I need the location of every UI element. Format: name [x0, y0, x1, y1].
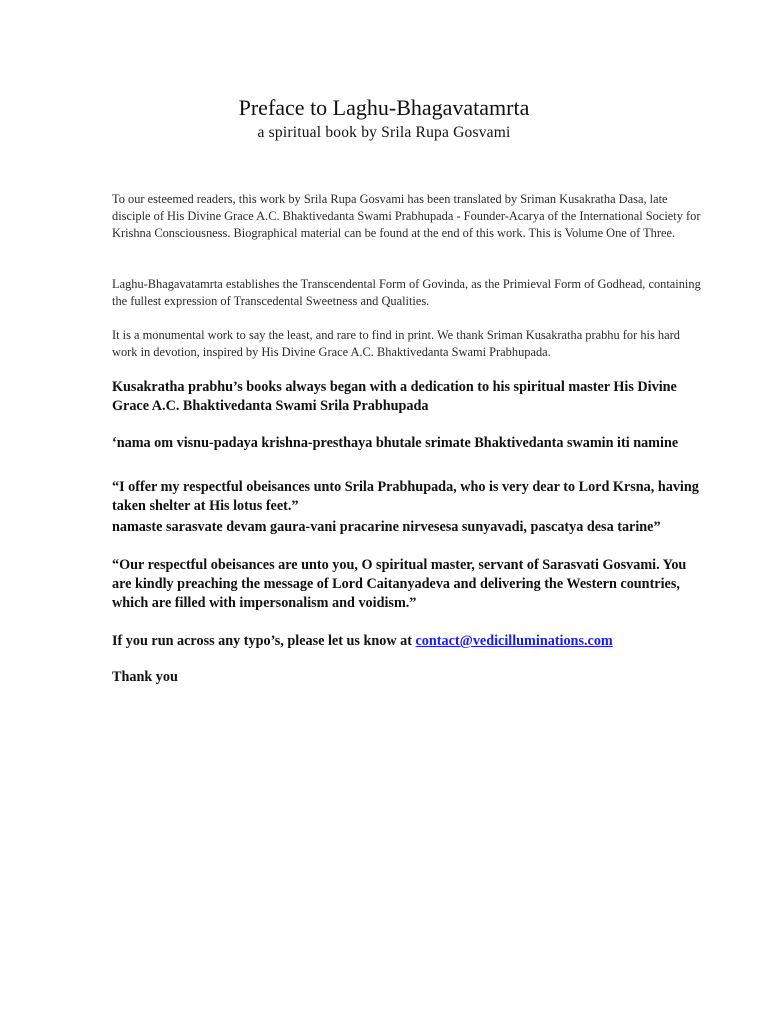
document-subtitle: a spiritual book by Srila Rupa Gosvami: [257, 124, 511, 141]
establishes-paragraph: Laghu-Bhagavatamrta establishes the Transcendental Form of Govinda, as the Primieval Form of Godhead, containing the fullest expression of Transcedental Sweetness and Qualities.: [112, 277, 701, 308]
typos-text: If you run across any typo’s, please let us know at: [112, 633, 416, 649]
monumental-paragraph: It is a monumental work to say the least, and rare to find in print. We thank Sriman Kusakratha prabhu for his hard work in devotion, inspired by His Divine Grace A.C. Bhaktivedanta Swami Prabhupada.: [112, 328, 680, 359]
translation-1-paragraph: “I offer my respectful obeisances unto Srila Prabhupada, who is very dear to Lord Krsna, having taken shelter at His lotus feet.”: [112, 479, 699, 514]
document-title: Preface to Laghu-Bhagavatamrta: [238, 95, 530, 120]
thanks-paragraph: Thank you: [112, 669, 178, 685]
typos-paragraph: [112, 632, 702, 651]
translation-2-paragraph: “Our respectful obeisances are unto you, O spiritual master, servant of Sarasvati Gosvami. You are kindly preaching the message of Lord Caitanyadeva and delivering the Western countries, which are filled with impersonalism and voidism.”: [112, 557, 687, 611]
intro-paragraph: To our esteemed readers, this work by Srila Rupa Gosvami has been translated by Sriman Kusakratha Dasa, late disciple of His Divine Grace A.C. Bhaktivedanta Swami Prabhupada - Founder-Acarya of the International Society for Krishna Consciousness. Biographical material can be found at the end of this work. This is Volume One of Three.: [112, 192, 701, 240]
contact-email-link[interactable]: contact@vedicilluminations.com: [415, 633, 613, 649]
mantra-1-paragraph: ‘nama om visnu-padaya krishna-presthaya bhutale srimate Bhaktivedanta swamin iti namine: [112, 435, 679, 451]
mantra-2-paragraph: namaste sarasvate devam gaura-vani pracarine nirvesesa sunyavadi, pascatya desa tarine”: [112, 519, 661, 535]
dedication-paragraph: Kusakratha prabhu’s books always began with a dedication to his spiritual master His Divine Grace A.C. Bhaktivedanta Swami Srila Prabhupada: [112, 379, 677, 414]
